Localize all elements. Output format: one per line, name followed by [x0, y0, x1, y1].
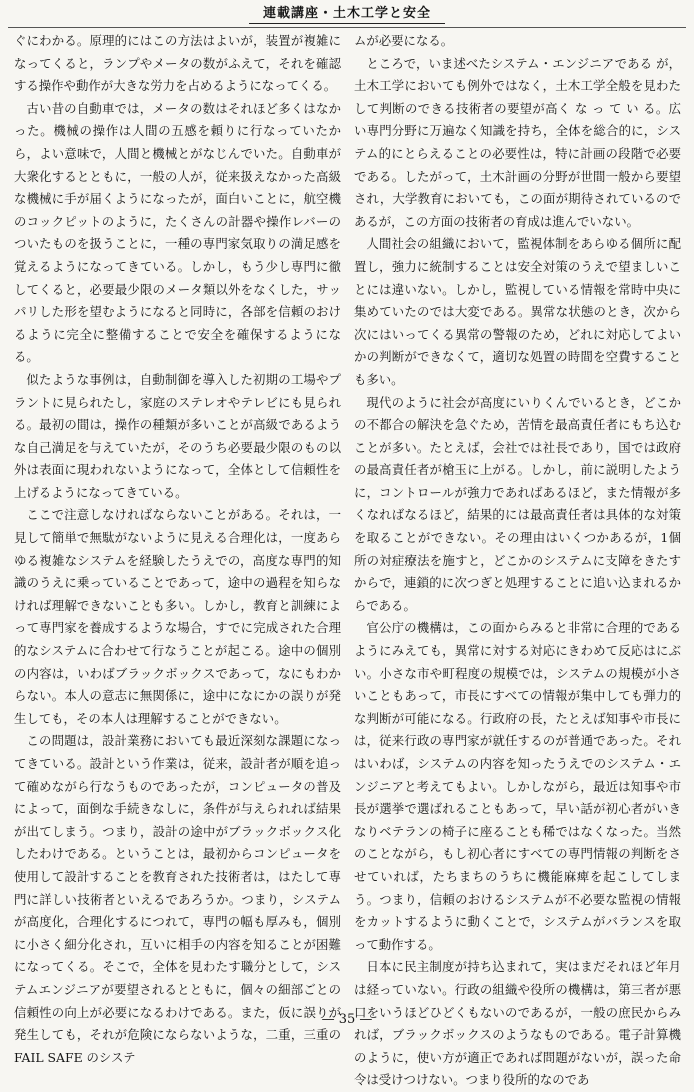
paragraph: 日本に民主制度が持ち込まれて，実はまだそれほど年月は経っていない。行政の組織や役所の機構は，第三者が悪口をいうほどひどくもないのであるが，一般の庶民からみれば，ブラックボックスのようなものである。電子計算機のように，使い方が適正であれば問題がないが，誤った命令は受けつけない。つまり役所的なのであ [354, 959, 681, 1088]
paragraph: ところで，いま述べたシステム・エンジニアである が，土木工学においても例外ではなく，土木工学全般を見わたして判断のできる技術者の要望が高く な っ て い る。広い専門分野に万遍なく知識を持ち，全体を総合的に，システム的にとらえることの必要性は，特に計画の段階で必要である。したがって，土木計画の分野が世間一般から要望され，大学教育においても，この面が期待されているのであるが，この方面の技術者の育成は進んでいない。 [354, 55, 681, 229]
paragraph: この問題は，設計業務においても最近深刻な課題になってきている。設計という作業は，従来，設計者が順を追って確めながら行なうものであったが，コンピュータの普及によって，面倒な手続きなしに，条件が与えられれば結果が出てしまう。つまり，設計の途中がブラックボックス化したわけである。ということは，最初からコンピュータを使用して設計することを教育された技術者は，はたして専門に詳しい技術者といえるであろうか。つまり，システムが高度化，合理化するにつれて，専門の幅も厚みも，個別に小さく細分化され，互いに相手の内容を知ることが困難になってくる。そこで，全体を見わたす職分として，システムエンジニアが要望されるとともに，個々の細部ごとの信頼性の向上が必要になるわけである。また，仮に誤りが発生しても，それが危険にならないような，二重，三重の FAIL SAFE のシステ [14, 733, 341, 1065]
paragraph: 似たような事例は，自動制御を導入した初期の工場やプラントに見られたし，家庭のステレオやテレビにも見られる。最初の間は，操作の種類が多いことが高級であるような自己満足を与えていたが，そのうち必要最少限のもの以外は表面に現われないようになって，全体として信頼性を上げるようになってきている。 [14, 371, 341, 500]
paragraph: ムが必要になる。 [354, 33, 454, 48]
header-rule [8, 27, 686, 28]
left-column [14, 30, 341, 1065]
right-column [354, 30, 681, 1088]
page-number: — 35 — [321, 1012, 373, 1027]
series-title: 連載講座・土木工学と安全 [249, 2, 445, 24]
paragraph: ここで注意しなければならないことがある。それは，一見して簡単で無駄がないように見える合理化は，一度あらゆる複雑なシステムを経験したうえでの，高度な専門的知識のうえに乗っていることであって，途中の過程を知らなければ理解できないことも多い。しかし，教育と訓練によって専門家を養成するような場合，すでに完成された合理的なシステムに合わせて行なうことが起こる。途中の個別の内容は，いわばブラックボックスであって，なにもわからない。本人の意志に無関係に，途中になにかの誤りが発生しても，その本人は理解することができない。 [14, 507, 341, 726]
paragraph: 人間社会の組織において，監視体制をあらゆる個所に配置し，強力に統制することは安全対策のうえで望ましいことには違いない。しかし，監視している情報を常時中央に集めていたのでは大変である。異常な状態のとき，次から次にはいってくる異常の警報のため，どれに対応してよいかの判断ができなくて，適切な処置の時間を空費することも多い。 [354, 236, 681, 387]
paragraph: ぐにわかる。原理的にはこの方法はよいが，装置が複雑になってくると，ランプやメータの数がふえて，それを確認する操作や動作が大きな労力を占めるようになってくる。 [14, 33, 341, 94]
paragraph: 官公庁の機構は，この面からみると非常に合理的であるようにみえても，異常に対する対応にきわめて反応はにぶい。小さな市や町程度の規模では，システムの規模が小さいこともあって，市長にすべての情報が集中しても弾力的な判断が可能になる。行政府の長，たとえば知事や市長には，従来行政の専門家が就任するのが普通であった。それはいわば，システムの内容を知ったうえでのシステム・エンジニアと考えてもよい。しかしながら，最近は知事や市長が選挙で選ばれることもあって，早い話が初心者がいきなりベテランの椅子に座ることも稀ではなくなった。当然のことながら，もし初心者にすべての専門情報の判断をさせていれば，たちまちのうちに機能麻痺を起こしてしまう。つまり，信頼のおけるシステムが不必要な監視の情報をカットするように動くことで，システムがバランスを取って動作する。 [354, 620, 681, 952]
running-header [0, 2, 694, 24]
paragraph: 現代のように社会が高度にいりくんでいるとき，どこかの不都合の解決を急ぐため，苦情を最高責任者にもち込むことが多い。たとえば，会社では社長であり，国では政府の最高責任者が槍玉に上がる。しかし，前に説明したように，コントロールが強力であればあるほど，また情報が多くなればなるほど，結果的には最高責任者は具体的な対策を取ることができない。その理由はいくつかあるが，1個所の対症療法を施すと，どこかのシステムに支障をきたすからで，連鎖的に次つぎと処理することに追い込まれるからである。 [354, 394, 681, 613]
paragraph: 古い昔の自動車では，メータの数はそれほど多くはなかった。機械の操作は人間の五感を頼りに行なっていたから，よい意味で，人間と機械とがなじんでいた。自動車が大衆化するとともに，一般の人が，従来扱えなかった高級な機械に手が届くようになったが，面白いことに，航空機のコックピットのように，たくさんの計器や操作レバーのついたものを扱うことに，一種の専門家気取りの満足感を覚えるようになってきている。しかし，もう少し専門に徹してくると，必要最少限のメータ類以外をなくした，サッパリした形を望むようになると同時に，各部を信頼のおけるように完全に整備することで安全を確保するようになる。 [14, 100, 341, 365]
